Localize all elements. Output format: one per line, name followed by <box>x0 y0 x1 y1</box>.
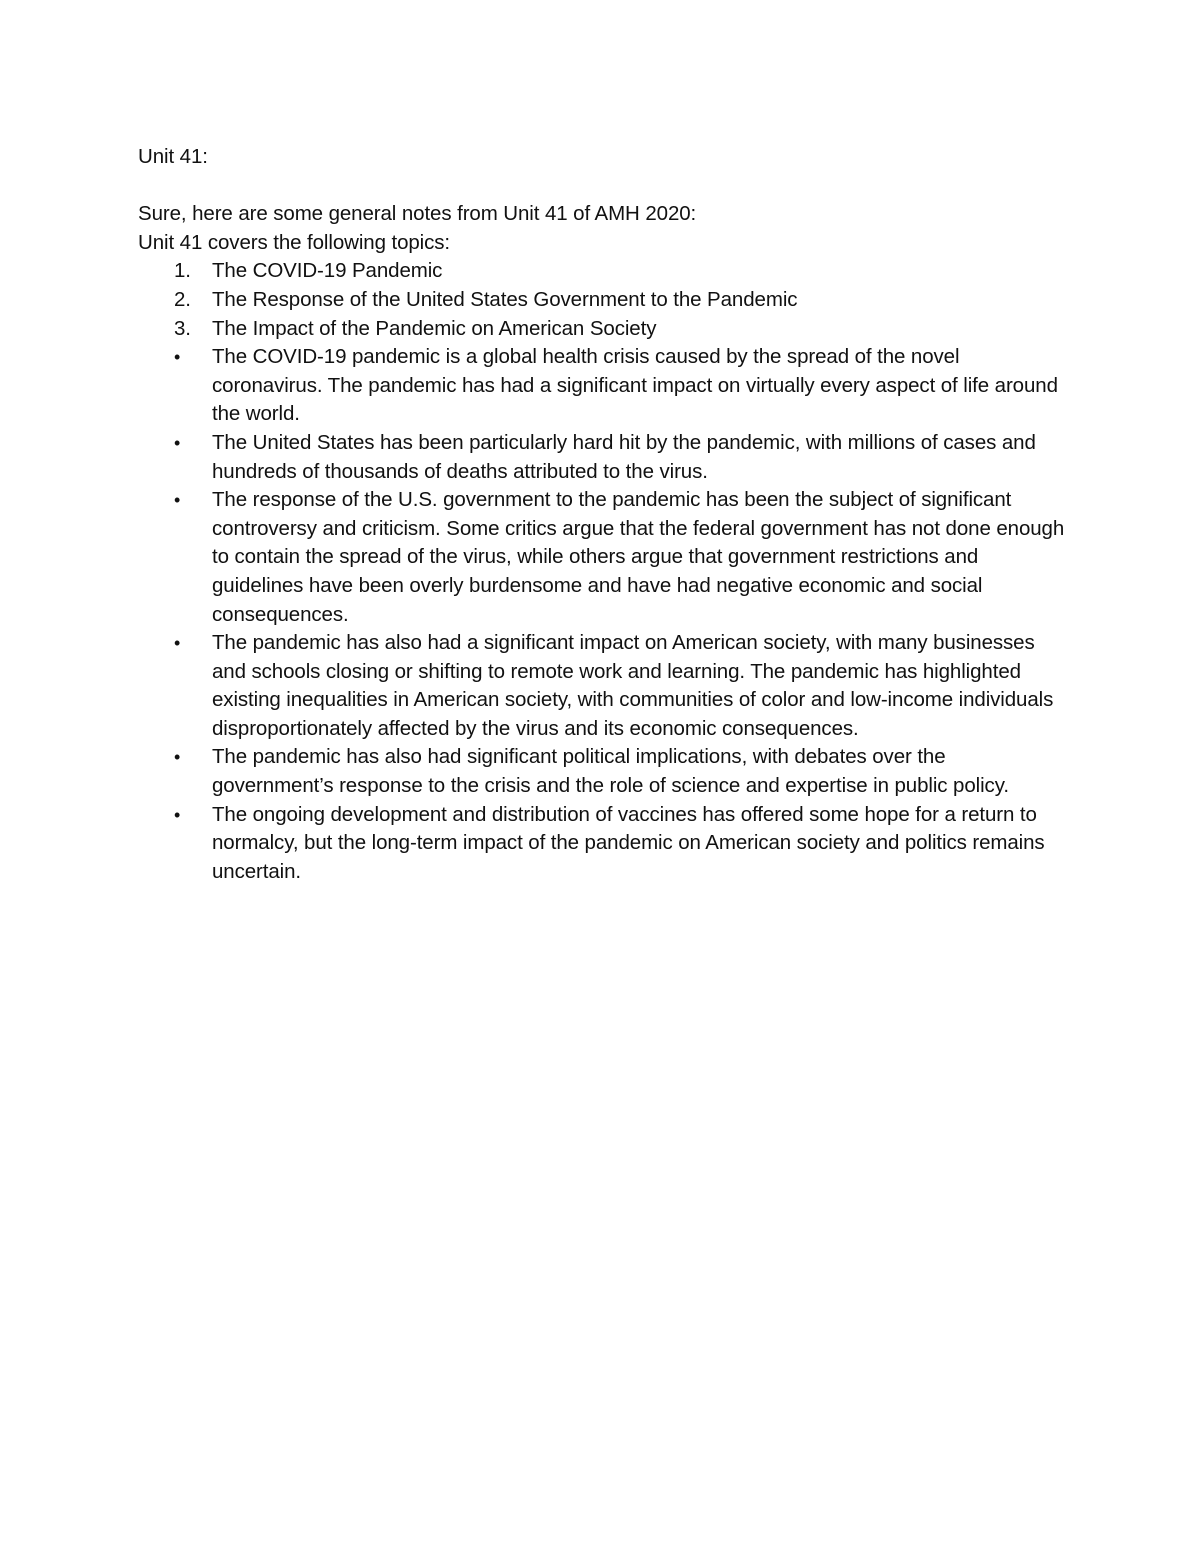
note-item <box>138 343 1068 429</box>
bullet-icon: • <box>174 490 181 511</box>
topic-text: The Impact of the Pandemic on American Society <box>212 316 657 340</box>
note-item <box>138 429 1068 486</box>
note-text: The United States has been particularly hard hit by the pandemic, with millions of cases and hundreds of thousands of deaths attributed to the virus. <box>212 430 1036 483</box>
bullet-icon: • <box>174 804 181 825</box>
note-text: The COVID-19 pandemic is a global health crisis caused by the spread of the novel coronavirus. The pandemic has had a significant impact on virtually every aspect of life around the world. <box>212 345 1058 426</box>
topic-text: The Response of the United States Government to the Pandemic <box>212 287 798 311</box>
note-item <box>138 486 1068 629</box>
intro-text: Sure, here are some general notes from Unit 41 of AMH 2020: <box>138 202 697 226</box>
notes-list <box>138 343 1068 886</box>
note-item <box>138 629 1068 743</box>
topics-lead-text: Unit 41 covers the following topics: <box>138 230 451 254</box>
note-item <box>138 743 1068 800</box>
document-body <box>138 143 1068 886</box>
list-number: 3. <box>174 316 191 340</box>
bullet-icon: • <box>174 432 181 453</box>
list-number: 2. <box>174 287 191 311</box>
bullet-icon: • <box>174 347 181 368</box>
topic-item <box>138 315 1068 344</box>
topics-list <box>138 257 1068 343</box>
note-text: The response of the U.S. government to the pandemic has been the subject of significant controversy and criticism. Some critics argue that the federal government has not done enough to contain the spread of the virus, while others argue that government restrictions and guidelines have been overly burdensome and have had negative economic and social consequences. <box>212 488 1065 626</box>
topic-text: The COVID-19 Pandemic <box>212 259 443 283</box>
unit-heading: Unit 41: <box>138 145 208 168</box>
list-number: 1. <box>174 259 191 283</box>
note-text: The ongoing development and distribution of vaccines has offered some hope for a return to normalcy, but the long-term impact of the pandemic on American society and politics remains uncertain. <box>212 802 1045 883</box>
note-item <box>138 801 1068 887</box>
note-text: The pandemic has also had a significant impact on American society, with many businesses and schools closing or shifting to remote work and learning. The pandemic has highlighted existing inequalities in American society, with communities of color and low-income individuals disproportionately affected by the virus and its economic consequences. <box>212 631 1054 740</box>
note-text: The pandemic has also had significant political implications, with debates over the government’s response to the crisis and the role of science and expertise in public policy. <box>212 745 1009 798</box>
topic-item <box>138 286 1068 315</box>
bullet-icon: • <box>174 747 181 768</box>
bullet-icon: • <box>174 633 181 654</box>
topic-item <box>138 257 1068 286</box>
blank-line <box>138 172 1068 201</box>
